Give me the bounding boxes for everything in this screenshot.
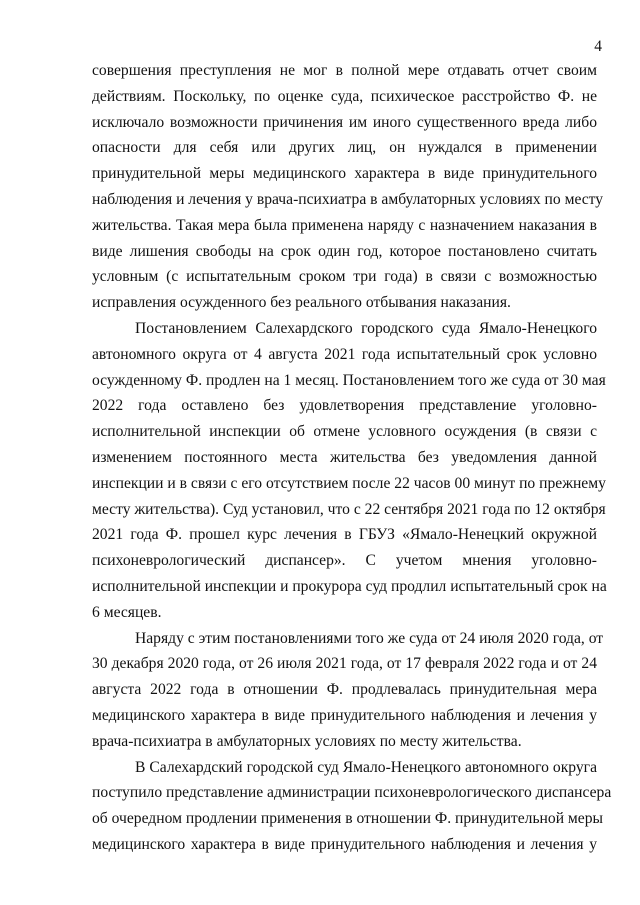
text-line: исправления осужденного без реального отбывания наказания. [92, 294, 511, 312]
text-line: августа 2022 года в отношении Ф. продлевалась принудительная мера [92, 681, 597, 699]
text-line: жительства. Такая мера была применена наряду с назначением наказания в [92, 216, 597, 234]
text-line: осужденному Ф. продлен на 1 месяц. Постановлением того же суда от 30 мая [92, 371, 606, 389]
text-line: виде лишения свободы на срок один год, которое постановлено считать [92, 242, 597, 260]
text-line: исключало возможности причинения им иного существенного вреда либо [92, 113, 597, 131]
paragraph-1 [92, 58, 604, 316]
text-line: автономного округа от 4 августа 2021 года испытательный срок условно [92, 345, 597, 363]
text-line: инспекции и в связи с его отсутствием после 22 часов 00 минут по прежнему [92, 474, 606, 492]
text-line: наблюдения и лечения у врача-психиатра в амбулаторных условиях по месту [92, 190, 604, 208]
text-line: Постановлением Салехардского городского суда Ямало-Ненецкого [135, 319, 597, 337]
text-line: 6 месяцев. [92, 603, 162, 621]
document-body [92, 58, 612, 858]
text-line: 2022 года оставлено без удовлетворения представление уголовно- [92, 397, 597, 415]
text-line: психоневрологический диспансер». С учетом мнения уголовно- [92, 552, 597, 570]
text-line: принудительной меры медицинского характера в виде принудительного [92, 165, 597, 183]
text-line: врача-психиатра в амбулаторных условиях по месту жительства. [92, 732, 522, 750]
text-line: 2021 года Ф. прошел курс лечения в ГБУЗ «Ямало-Ненецкий окружной [92, 526, 597, 544]
text-line: поступило представление администрации психоневрологического диспансера [92, 784, 612, 802]
text-line: исполнительной инспекции об отмене условного осуждения (в связи с [92, 423, 597, 441]
text-line: 30 декабря 2020 года, от 26 июля 2021 года, от 17 февраля 2022 года и от 24 [92, 655, 597, 673]
text-line: действиям. Поскольку, по оценке суда, психическое расстройство Ф. не [92, 87, 597, 105]
paragraph-4 [92, 755, 612, 858]
text-line: совершения преступления не мог в полной мере отдавать отчет своим [92, 62, 597, 79]
page-number: 4 [594, 38, 602, 55]
text-line: В Салехардский городской суд Ямало-Ненецкого автономного округа [135, 758, 597, 776]
text-line: медицинского характера в виде принудительного наблюдения и лечения у [92, 835, 597, 853]
text-line: исполнительной инспекции и прокурора суд продлил испытательный срок на [92, 577, 607, 595]
text-line: месту жительства). Суд установил, что с 22 сентября 2021 года по 12 октября [92, 500, 606, 518]
text-line: Наряду с этим постановлениями того же суда от 24 июля 2020 года, от [135, 629, 604, 647]
text-line: об очередном продлении применения в отношении Ф. принудительной меры [92, 810, 603, 828]
paragraph-2 [92, 316, 607, 626]
text-line: изменением постоянного места жительства без уведомления данной [92, 448, 597, 466]
text-line: условным (с испытательным сроком три года) в связи с возможностью [92, 268, 597, 286]
text-line: медицинского характера в виде принудительного наблюдения и лечения у [92, 706, 597, 724]
text-line: опасности для себя или других лиц, он нуждался в применении [92, 139, 597, 157]
paragraph-3 [92, 626, 604, 755]
